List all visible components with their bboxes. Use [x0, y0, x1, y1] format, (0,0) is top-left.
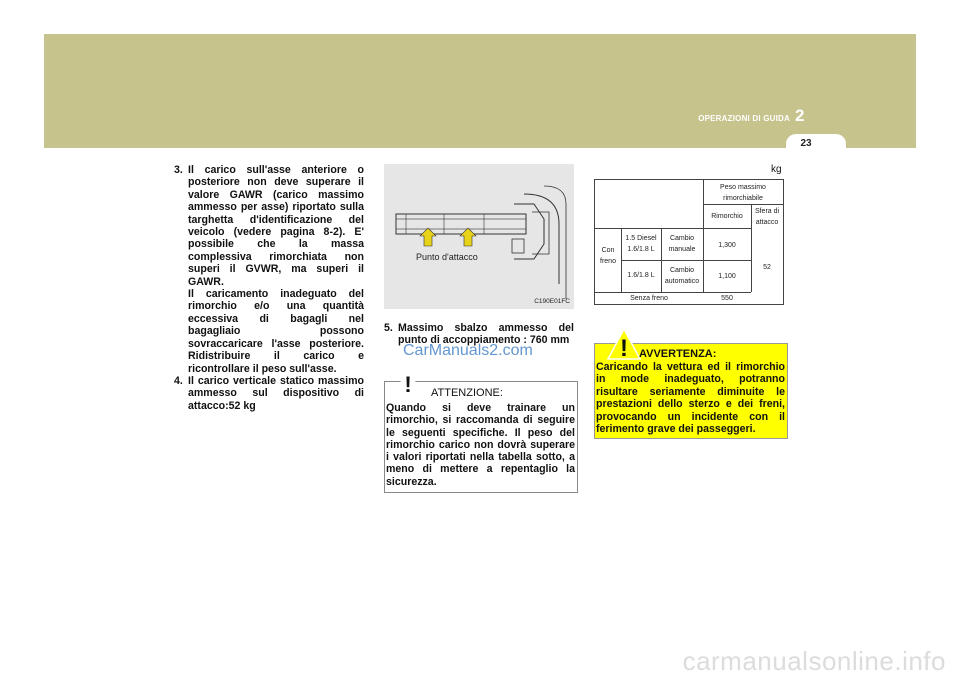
text-column-1: [174, 164, 364, 412]
warning-triangle-icon: [607, 328, 641, 360]
header-band: [44, 34, 916, 148]
table-header-group: Peso massimo rimorchiabile: [720, 184, 766, 202]
towing-weight-table: [594, 179, 784, 305]
figure-code: C190E01FC: [534, 298, 570, 305]
watermark-link[interactable]: CarManuals2.com: [403, 342, 533, 359]
towbar-illustration: [384, 164, 574, 309]
table-engine-2: 1.6/1.8 L: [627, 272, 655, 279]
attention-box: [384, 372, 578, 493]
svg-text:!: !: [404, 372, 412, 396]
attention-text: Quando si deve trainare un rimorchio, si raccomanda di seguire le seguenti specifiche. Il peso del rimorchio carico non dovrà superare i valori riportati nella tabella sotto, a meno di mettere a repentaglio la sicurezza.: [386, 402, 575, 488]
warning-triangle-icon: [393, 368, 423, 396]
chapter-number: 2: [795, 106, 805, 125]
page-number: 23: [800, 138, 812, 149]
table-value-3: 550: [721, 295, 733, 302]
table-col-rimorchio: Rimorchio: [711, 213, 743, 220]
section-title: OPERAZIONI DI GUIDA: [698, 114, 790, 123]
table-senza-freno: Senza freno: [630, 295, 668, 302]
svg-text:!: !: [620, 335, 628, 360]
list-item-4: [174, 375, 364, 412]
table-sfera-value: 52: [763, 264, 771, 271]
footer-url[interactable]: carmanualsonline.info: [682, 646, 946, 676]
table-value-1: 1,300: [718, 242, 736, 249]
table-engine-1: 1.5 Diesel 1.6/1.8 L: [625, 235, 657, 253]
paragraph: Il carico verticale statico massimo ammesso sul dispositivo di attacco:52 kg: [188, 374, 364, 412]
list-number: 3.: [174, 164, 183, 176]
warning-text: Caricando la vettura ed il rimorchio in mode inadeguato, potranno risultare seriamente diminuite le prestazioni dello sterzo e dei freni, provocando un incidente con il ferimento grave dei passeggeri.: [596, 361, 785, 436]
table-col-sfera: Sfera di attacco: [754, 208, 780, 226]
list-number: 5.: [384, 322, 393, 334]
table-trans-1: Cambio manuale: [668, 235, 696, 253]
table-row-group: Con freno: [600, 247, 616, 265]
figure-label: Punto d'attacco: [416, 252, 478, 262]
table-trans-2: Cambio automatico: [664, 267, 700, 285]
warning-title: AVVERTENZA:: [639, 348, 717, 360]
list-number: 4.: [174, 374, 183, 387]
table-value-2: 1,100: [718, 273, 736, 280]
paragraph: Massimo sbalzo ammesso del punto di accoppiamento : 760 mm: [398, 322, 574, 347]
warning-box: [594, 335, 788, 439]
towbar-figure: [384, 164, 574, 309]
list-item-3: [174, 164, 364, 375]
table-unit: kg: [771, 164, 782, 175]
attention-title: ATTENZIONE:: [431, 387, 503, 399]
paragraph: Il carico sull'asse anteriore o posteriore non deve superare il valore GAWR (carico massimo ammesso per asse) riportato sulla targhetta d'identificazione del veicolo (vedere pagina 8-2). E' possibile che la massa complessiva rimorchiata non superi il GVWR, ma superi il GAWR.: [188, 164, 364, 288]
paragraph: Il caricamento inadeguato del rimorchio e/o una quantità eccessiva di bagagli nel bagagliaio possono sovraccaricare l'asse posteriore. Ridistribuire il carico e ricontrollare il peso sull'asse.: [188, 288, 364, 375]
